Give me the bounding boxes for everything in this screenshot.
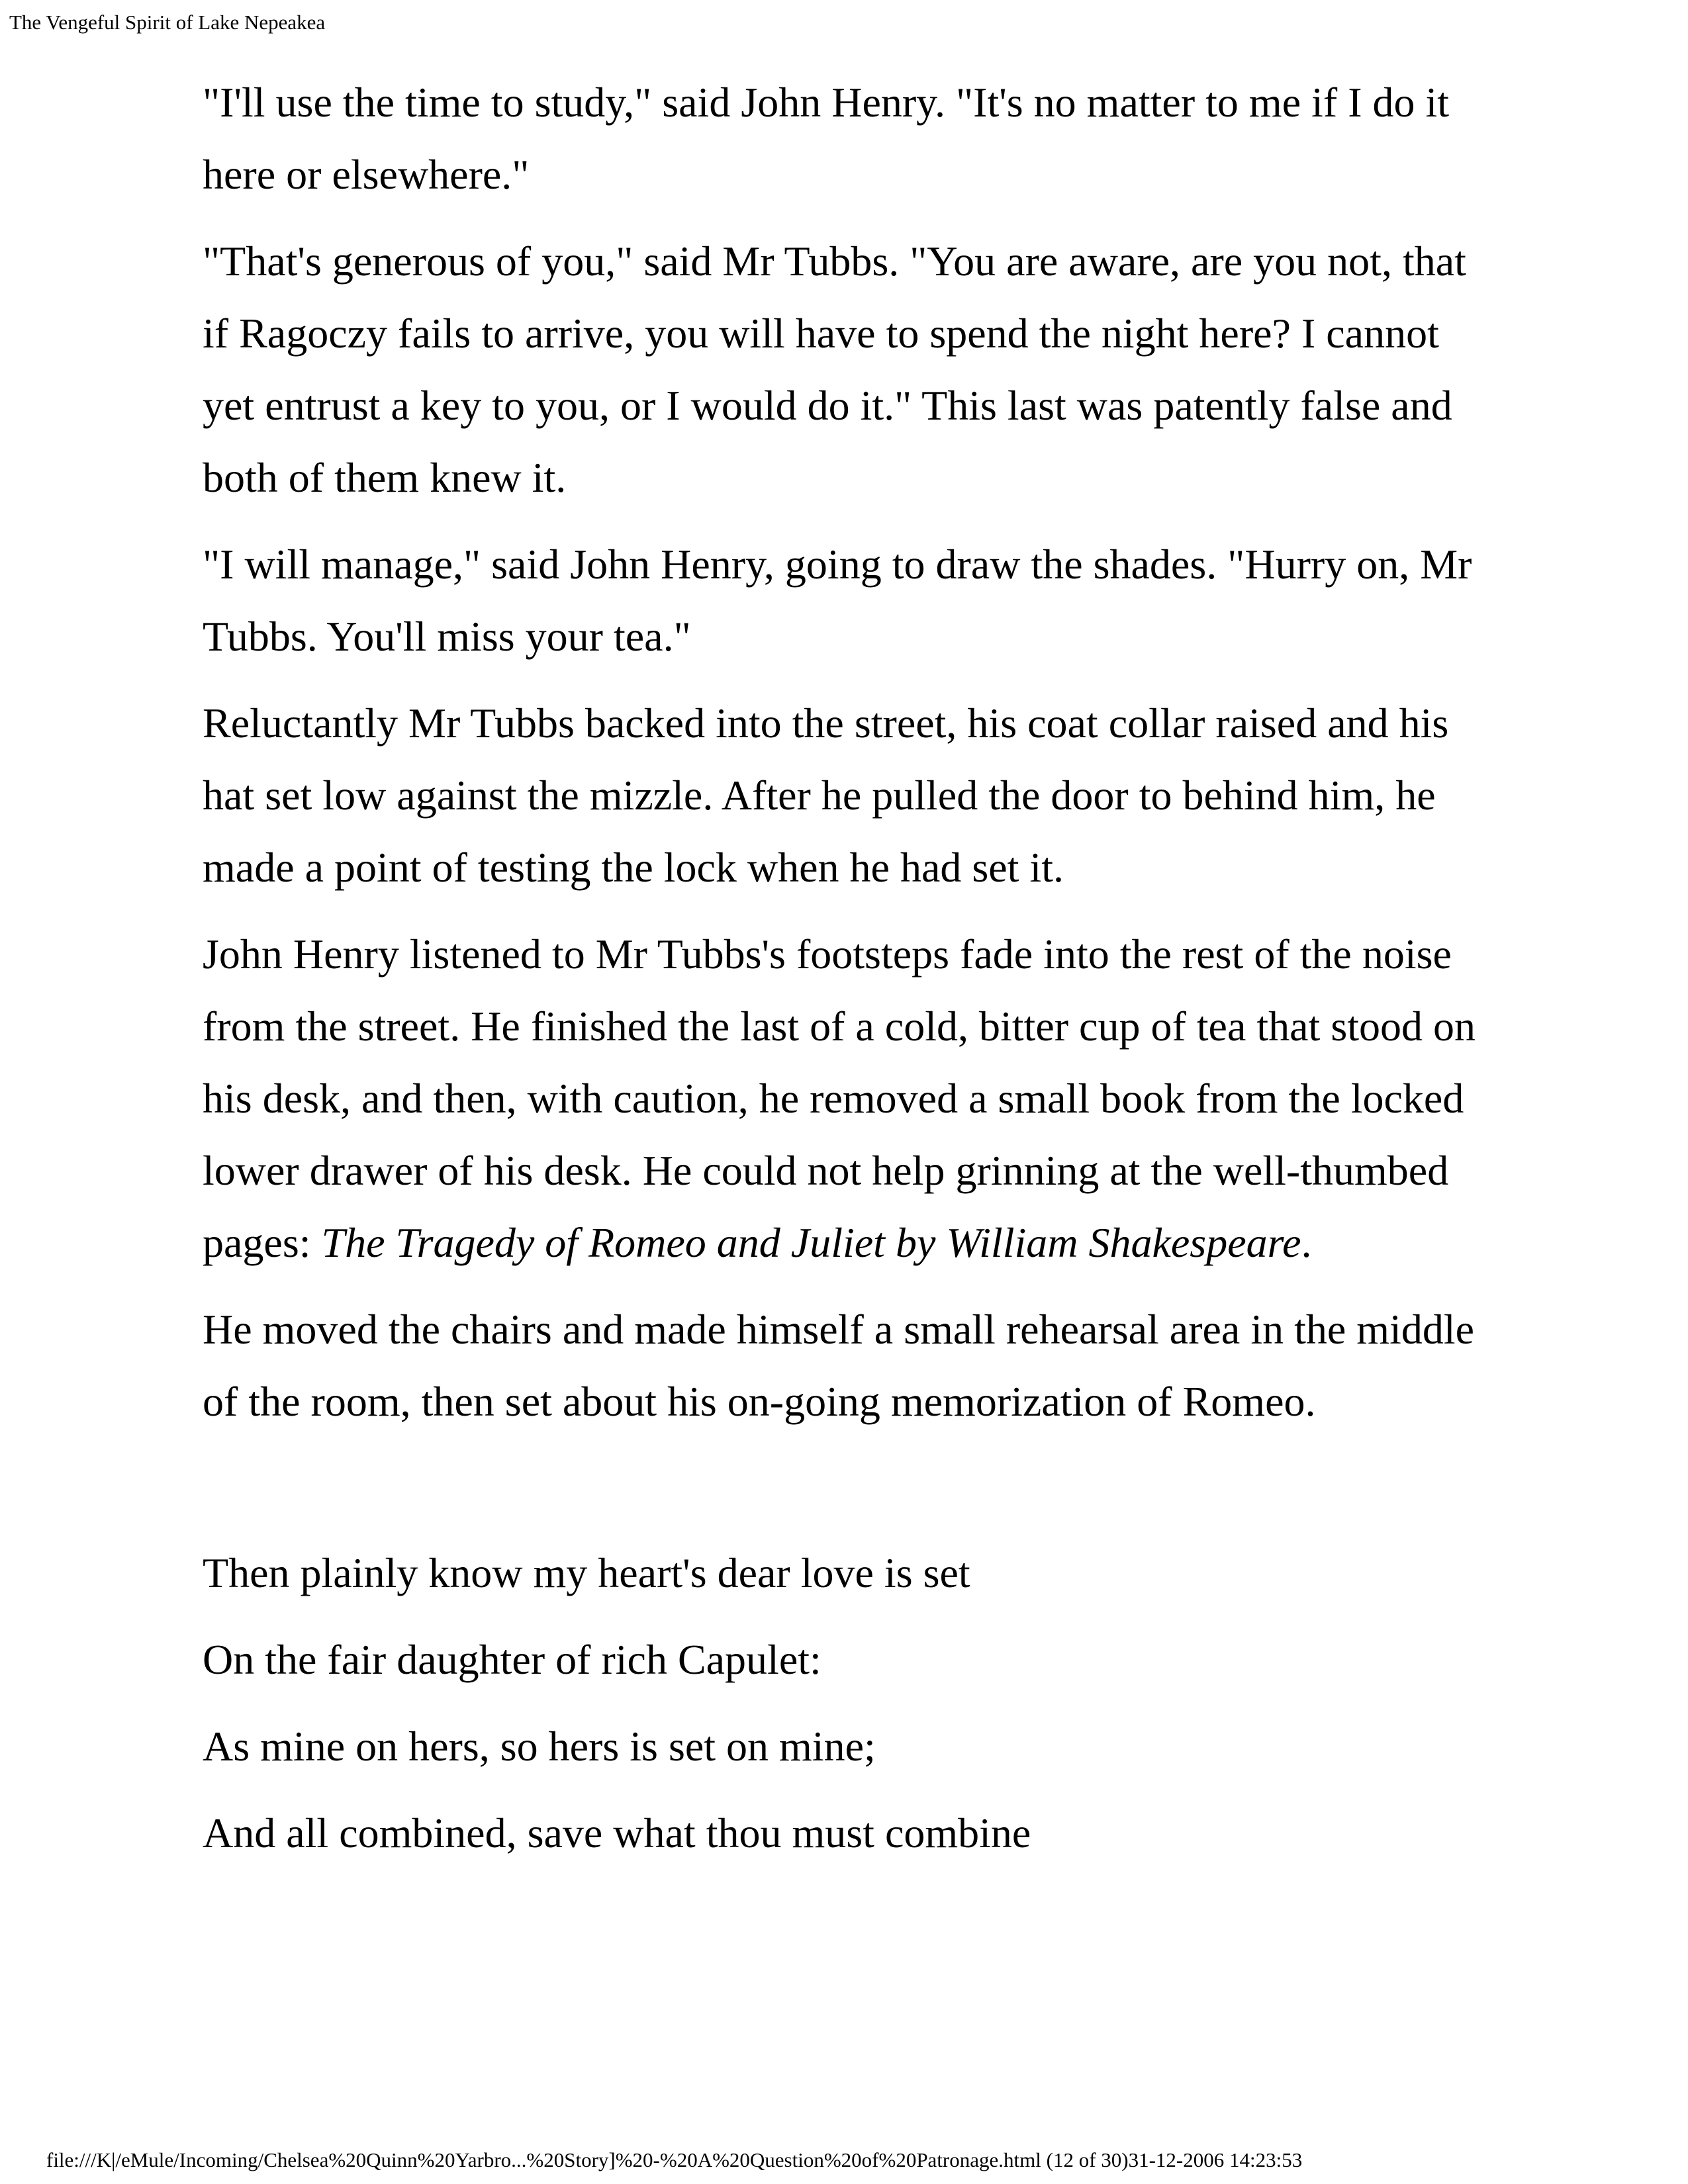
paragraph-3: "I will manage," said John Henry, going to draw the shades. "Hurry on, Mr Tubbs. You'll miss your tea." [203, 541, 1472, 660]
verse-line-3: As mine on hers, so hers is set on mine; [203, 1723, 876, 1770]
verse-spacer [203, 1452, 1480, 1537]
paragraph-4: Reluctantly Mr Tubbs backed into the street, his coat collar raised and his hat set low against the mizzle. After he pulled the door to behind him, he made a point of testing the lock when he had set it. [203, 700, 1449, 891]
verse-line-4: And all combined, save what thou must combine [203, 1809, 1031, 1856]
paragraph-2: "That's generous of you," said Mr Tubbs. "You are aware, are you not, that if Ragoczy fails to arrive, you will have to spend the night here? I cannot yet entrust a key to you, or I would do it." This last was patently false and both of them knew it. [203, 238, 1466, 501]
verse-line-2: On the fair daughter of rich Capulet: [203, 1636, 821, 1683]
story-body [203, 66, 1480, 1884]
paragraph-5 [203, 918, 1480, 1279]
paragraph-6: He moved the chairs and made himself a small rehearsal area in the middle of the room, then set about his on-going memorization of Romeo. [203, 1306, 1475, 1425]
page-header-title: The Vengeful Spirit of Lake Nepeakea [9, 11, 326, 34]
page-footer-path: file:///K|/eMule/Incoming/Chelsea%20Quinn%20Yarbro...%20Story]%20-%20A%20Question%20of%20Patronage.html (12 of 30)31-12-2006 14:23:53 [46, 2148, 1303, 2171]
paragraph-1: "I'll use the time to study," said John Henry. "It's no matter to me if I do it here or elsewhere." [203, 79, 1450, 198]
verse-line-1: Then plainly know my heart's dear love is set [203, 1549, 970, 1596]
paragraph-5-end: . [1301, 1219, 1312, 1266]
book-title: The Tragedy of Romeo and Juliet by William Shakespeare [321, 1219, 1301, 1266]
paragraph-5-text: John Henry listened to Mr Tubbs's footsteps fade into the rest of the noise from the street. He finished the last of a cold, bitter cup of tea that stood on his desk, and then, with caution, he removed a small book from the locked lower drawer of his desk. He could not help grinning at the well-thumbed pages: [203, 931, 1476, 1266]
